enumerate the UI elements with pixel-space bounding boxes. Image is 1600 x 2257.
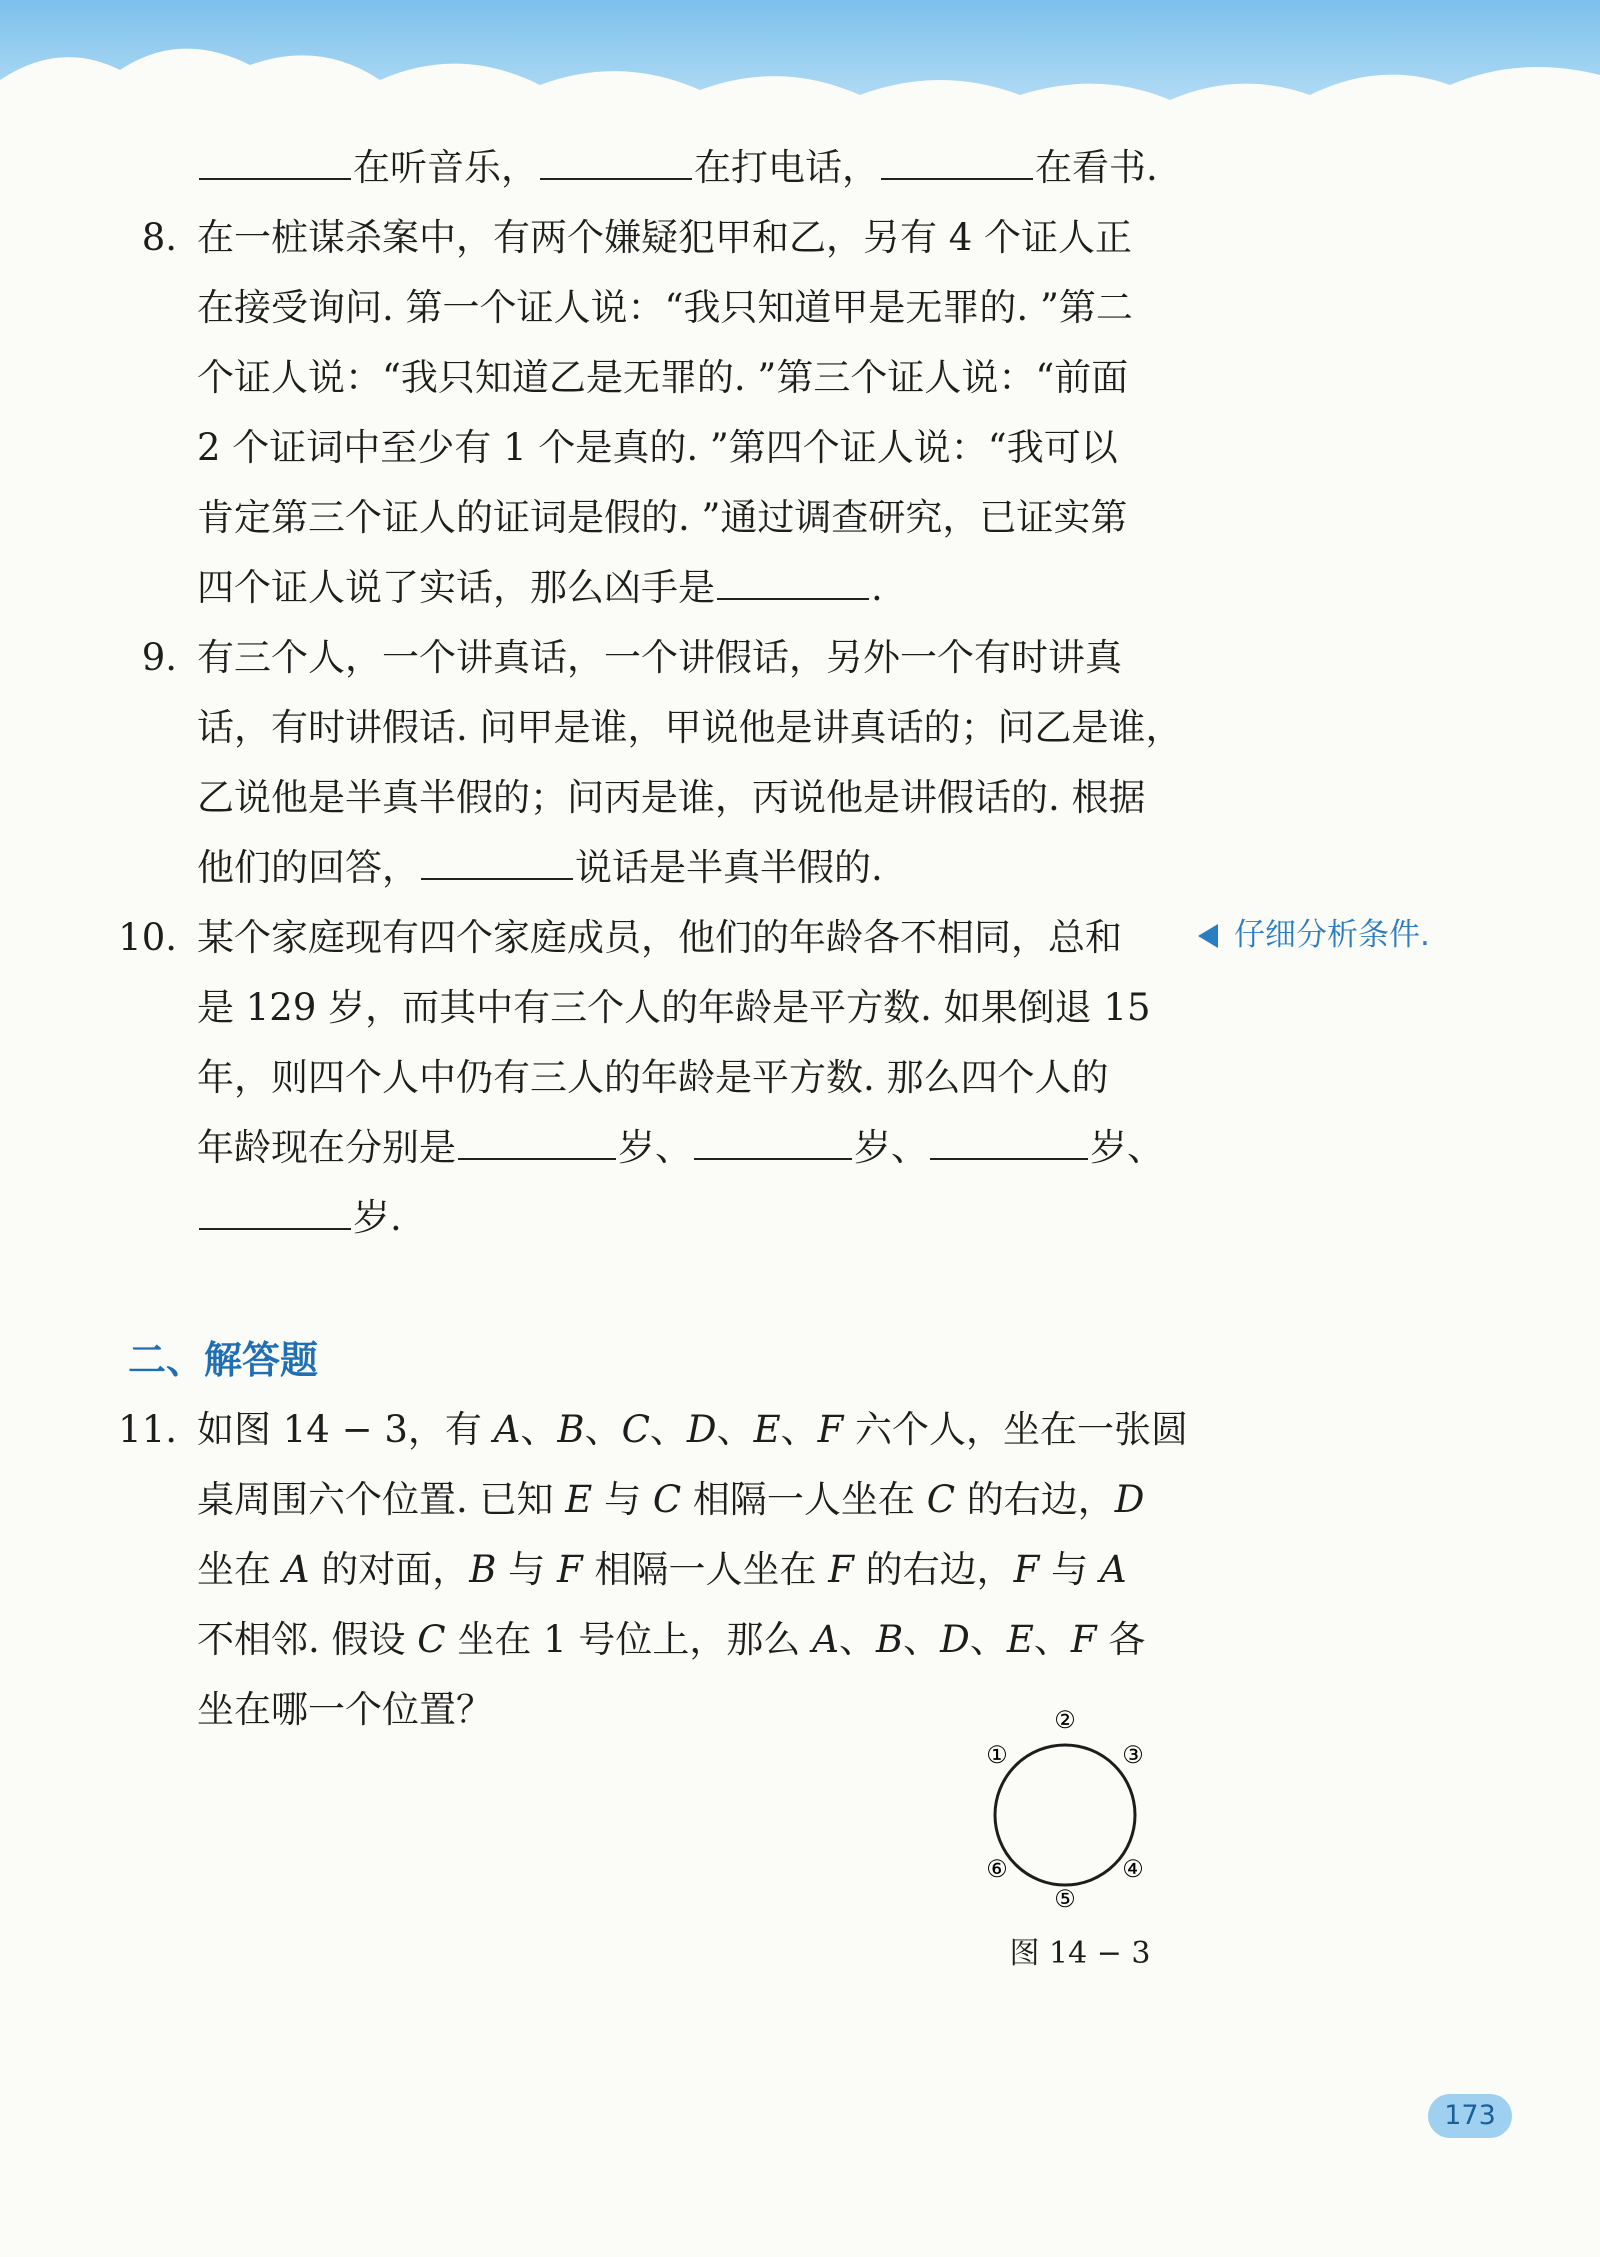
seat-label-1: ① — [986, 1741, 1008, 1769]
seat-label-5: ⑤ — [1054, 1885, 1076, 1913]
q9-line-1: 有三个人，一个讲真话，一个讲假话，另外一个有时讲真 — [197, 636, 1122, 679]
answer-blank[interactable] — [199, 140, 351, 180]
figure-caption: 图 14 − 3 — [1009, 1936, 1151, 1971]
page-number-badge: 173 — [1428, 2094, 1512, 2138]
question-number-8: 8. — [141, 216, 177, 259]
q11-text: 与 — [592, 1478, 653, 1521]
var-f: F — [828, 1548, 854, 1591]
answer-blank[interactable] — [458, 1120, 616, 1160]
sep: 、 — [969, 1618, 1007, 1661]
q11-text: 坐在 — [197, 1548, 283, 1591]
var-c: C — [417, 1618, 446, 1661]
answer-blank[interactable] — [199, 1190, 351, 1230]
q10-text: 岁、 — [854, 1126, 928, 1169]
question-number-11: 11. — [118, 1408, 177, 1451]
q10-line-2: 是 129 岁，而其中有三个人的年龄是平方数. 如果倒退 15 — [197, 986, 1151, 1029]
var-a: A — [282, 1548, 310, 1591]
sep: 、 — [838, 1618, 876, 1661]
q8-line-2: 在接受询问. 第一个证人说：“我只知道甲是无罪的. ”第二 — [197, 286, 1133, 329]
round-table-figure — [960, 1690, 1160, 1920]
q10-text: 年龄现在分别是 — [197, 1126, 456, 1169]
seat-label-3: ③ — [1122, 1741, 1144, 1769]
answer-blank[interactable] — [717, 560, 869, 600]
q10-line-4 — [197, 1113, 1164, 1183]
q10-line-1: 某个家庭现有四个家庭成员，他们的年龄各不相同，总和 — [197, 916, 1122, 959]
q9-line-3: 乙说他是半真半假的；问丙是谁，丙说他是讲假话的. 根据 — [197, 776, 1146, 819]
var-b: B — [469, 1548, 497, 1591]
section-title: 二、解答题 — [128, 1338, 319, 1382]
sep: 、 — [780, 1408, 818, 1451]
margin-hint — [1198, 905, 1430, 965]
q11-text: 桌周围六个位置. 已知 — [197, 1478, 566, 1521]
sep: 、 — [649, 1408, 687, 1451]
answer-blank[interactable] — [421, 840, 573, 880]
hint-text: 仔细分析条件. — [1234, 917, 1430, 953]
q11-text: 与 — [496, 1548, 557, 1591]
q11-text: 的右边， — [853, 1548, 1014, 1591]
q11-text: 的对面， — [309, 1548, 470, 1591]
sep: 、 — [716, 1408, 754, 1451]
q10-text: 岁、 — [1090, 1126, 1164, 1169]
answer-blank[interactable] — [540, 140, 692, 180]
q11-text: 各 — [1096, 1618, 1146, 1661]
q7-text: 在听音乐， — [353, 146, 538, 189]
q8-line-3: 个证人说：“我只知道乙是无罪的. ”第三个证人说：“前面 — [197, 356, 1129, 399]
var-c: C — [652, 1478, 682, 1521]
q11-text: 相隔一人坐在 — [681, 1478, 927, 1521]
round-table-circle — [995, 1745, 1135, 1885]
q11-text: 如图 14 − 3，有 — [197, 1408, 494, 1451]
q9-line-2: 话，有时讲假话. 问甲是谁，甲说他是讲真话的；问乙是谁， — [197, 706, 1183, 749]
q8-line-5: 肯定第三个证人的证词是假的. ”通过调查研究，已证实第 — [197, 496, 1128, 539]
question-number-9: 9. — [141, 636, 177, 679]
q11-line-4 — [197, 1605, 1157, 1675]
var-f: F — [817, 1408, 844, 1451]
q11-line-3 — [197, 1535, 1157, 1605]
var-f: F — [557, 1548, 583, 1591]
var-e: E — [565, 1478, 593, 1521]
q8-line-6 — [197, 553, 1157, 623]
q10-line-3: 年，则四个人中仍有三人的年龄是平方数. 那么四个人的 — [197, 1056, 1109, 1099]
q11-line-2 — [197, 1465, 1157, 1535]
q11-text: 与 — [1039, 1548, 1100, 1591]
q8-line-4: 2 个证词中至少有 1 个是真的. ”第四个证人说：“我可以 — [197, 426, 1118, 469]
question-number-10: 10. — [118, 916, 177, 959]
q7-text: 在打电话， — [694, 146, 879, 189]
var-a: A — [493, 1408, 521, 1451]
answer-blank[interactable] — [694, 1120, 852, 1160]
var-c: C — [621, 1408, 650, 1451]
seat-label-4: ④ — [1122, 1855, 1144, 1883]
seat-label-2: ② — [1054, 1706, 1076, 1734]
var-d: D — [940, 1618, 970, 1661]
sep: 、 — [1033, 1618, 1071, 1661]
var-e: E — [753, 1408, 781, 1451]
q7-text: 在看书. — [1035, 146, 1158, 189]
var-a: A — [812, 1618, 839, 1661]
q9-text: 说话是半真半假的. — [575, 846, 883, 889]
var-c: C — [926, 1478, 955, 1521]
sep: 、 — [584, 1408, 622, 1451]
q8-text: . — [871, 566, 883, 609]
var-a: A — [1099, 1548, 1127, 1591]
var-f: F — [1070, 1618, 1097, 1661]
q10-text: 岁. — [353, 1196, 402, 1239]
header-sky-band — [0, 0, 1600, 150]
q8-line-1: 在一桩谋杀案中，有两个嫌疑犯甲和乙，另有 4 个证人正 — [197, 216, 1133, 259]
q10-text: 岁、 — [618, 1126, 692, 1169]
var-e: E — [1006, 1618, 1034, 1661]
q10-line-5 — [197, 1183, 1157, 1253]
sep: 、 — [903, 1618, 941, 1661]
sep: 、 — [520, 1408, 558, 1451]
q11-text: 相隔一人坐在 — [582, 1548, 829, 1591]
q11-text: 六个人，坐在一张圆 — [843, 1408, 1189, 1451]
var-f: F — [1013, 1548, 1040, 1591]
left-triangle-icon — [1198, 924, 1218, 948]
q8-text: 四个证人说了实话，那么凶手是 — [197, 566, 715, 609]
var-b: B — [875, 1618, 904, 1661]
q9-text: 他们的回答， — [197, 846, 419, 889]
q11-text: 不相邻. 假设 — [197, 1618, 418, 1661]
q11-text: 的右边， — [955, 1478, 1115, 1521]
var-d: D — [686, 1408, 717, 1451]
answer-blank[interactable] — [930, 1120, 1088, 1160]
q7-answer-line — [197, 133, 1157, 203]
q11-line-5: 坐在哪一个位置？ — [197, 1688, 493, 1731]
answer-blank[interactable] — [881, 140, 1033, 180]
q11-line-1 — [197, 1395, 1189, 1465]
var-b: B — [557, 1408, 585, 1451]
q9-line-4 — [197, 833, 1157, 903]
var-d: D — [1114, 1478, 1145, 1521]
seat-label-6: ⑥ — [986, 1855, 1008, 1883]
q11-text: 坐在 1 号位上，那么 — [445, 1618, 813, 1661]
